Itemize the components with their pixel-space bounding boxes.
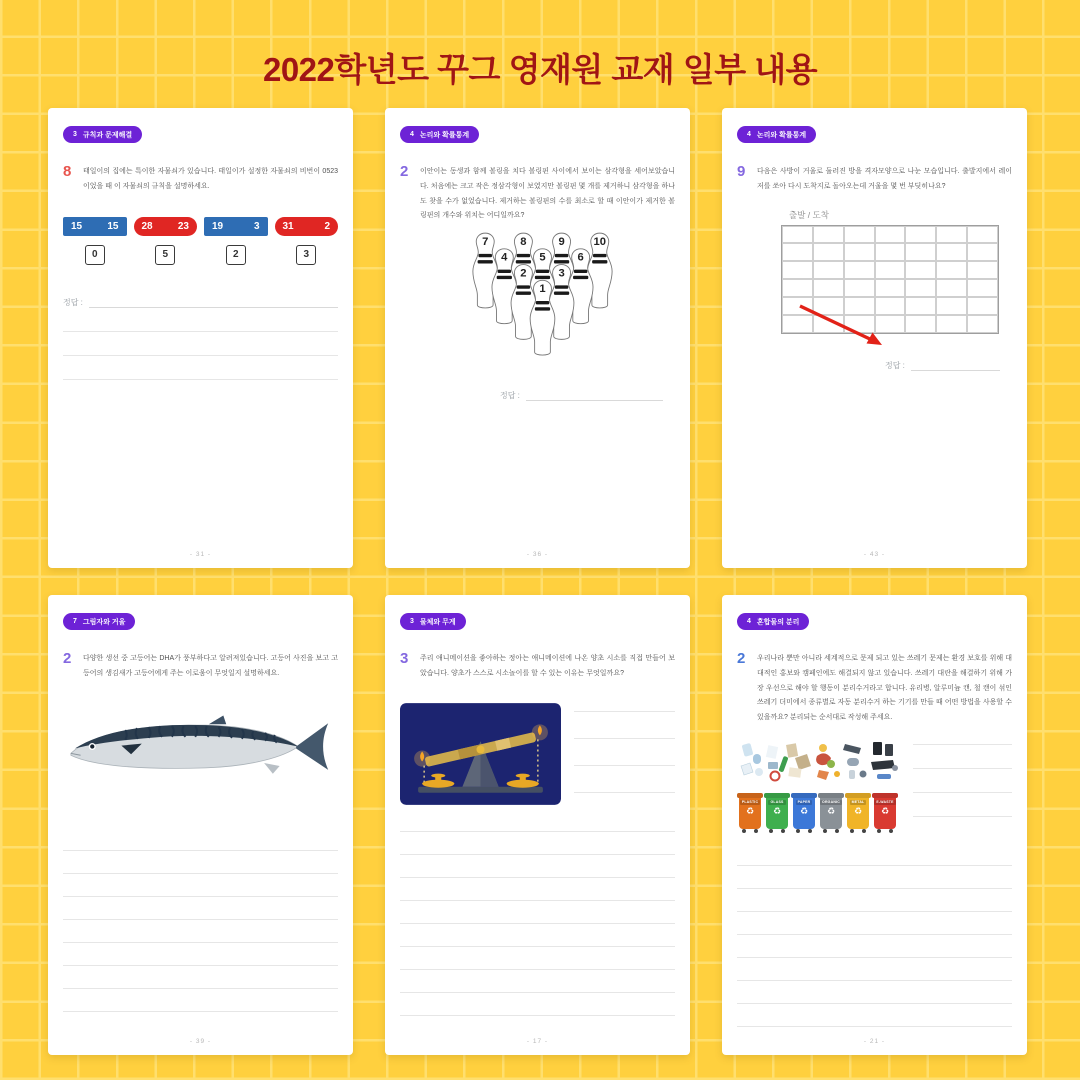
writing-line — [400, 855, 675, 878]
workbook-pages-grid — [48, 108, 1027, 1055]
question-text: 태일이의 집에는 특이한 자물쇠가 있습니다. 태일이가 설정한 자물쇠의 비번이 0523 이었을 때 이 자물쇠의 규칙을 설명하세요. — [83, 168, 338, 190]
writing-line — [63, 332, 338, 356]
chapter-number: 3 — [73, 131, 77, 138]
answer-line — [911, 360, 1000, 371]
lock-left-value: 28 — [141, 220, 153, 232]
lock-digit-row — [63, 245, 338, 265]
lock-right-value: 2 — [324, 220, 330, 232]
writing-line — [574, 703, 675, 712]
pin-number: 8 — [519, 236, 527, 249]
writing-line — [737, 866, 1012, 889]
pin-number: 6 — [577, 251, 584, 264]
digit-box: 3 — [296, 245, 316, 265]
digit-box: 5 — [155, 245, 175, 265]
question-text: 주리 애니메이션을 좋아하는 정아는 애니메이션에 나온 양초 시소를 직접 만들어 보았습니다. 양초가 스스로 시소놀이를 할 수 있는 이유는 무엇일까요? — [420, 655, 675, 677]
pin-number: 7 — [481, 236, 488, 249]
writing-line — [574, 766, 675, 793]
digit-box: 2 — [226, 245, 246, 265]
mackerel-fish-image — [65, 698, 337, 798]
question-number: 2 — [63, 650, 72, 667]
chapter-badge — [400, 613, 466, 630]
page-number: - 21 - — [863, 1038, 886, 1045]
writing-line — [63, 943, 338, 966]
chapter-badge — [400, 126, 479, 143]
recycling-bins-image — [737, 738, 900, 829]
writing-line — [400, 809, 675, 832]
writing-line — [737, 843, 1012, 866]
workbook-page-mackerel — [48, 595, 353, 1055]
question-number: 9 — [737, 163, 746, 180]
lock-left-value: 15 — [71, 220, 83, 232]
workbook-page-recycling — [722, 595, 1027, 1055]
writing-line — [913, 738, 1012, 745]
lock-code-row — [63, 217, 338, 236]
writing-line — [913, 769, 1012, 793]
candle-seesaw-image — [400, 703, 561, 805]
chapter-badge — [63, 126, 142, 143]
writing-line — [400, 924, 675, 947]
answer-line — [526, 390, 663, 401]
digit-box: 0 — [85, 245, 105, 265]
start-finish-label: 출발 / 도착 — [789, 209, 829, 220]
writing-line — [400, 947, 675, 970]
writing-line — [737, 889, 1012, 912]
page-number: - 43 - — [863, 551, 886, 558]
writing-line — [574, 739, 675, 766]
chapter-label: 논리와 확률통계 — [756, 131, 807, 139]
laser-arrow-icon — [792, 301, 892, 353]
chapter-number: 4 — [747, 618, 751, 625]
chapter-label: 규칙과 문제해결 — [82, 131, 133, 139]
chapter-number: 4 — [747, 131, 751, 138]
chapter-badge — [737, 126, 816, 143]
poster-title: 2022학년도 꾸그 영재원 교재 일부 내용 — [262, 51, 818, 88]
lock-box-blue — [63, 217, 127, 236]
writing-line — [913, 793, 1012, 817]
pin-number: 3 — [557, 267, 565, 280]
writing-line — [63, 920, 338, 943]
writing-line — [400, 878, 675, 901]
answer-label: 정답 : — [63, 297, 83, 307]
lock-box-blue — [204, 217, 268, 236]
recycle-bin: PAPER ♻ — [793, 795, 815, 829]
writing-line — [63, 897, 338, 920]
question-text: 다음은 사방이 거울로 둘러진 방을 격자모양으로 나눈 모습입니다. 출발지에서 레이저를 쏘아 다시 도착지로 돌아오는데 거울을 몇 번 부딪히나요? — [757, 168, 1012, 190]
answer-label: 정답 : — [885, 360, 905, 370]
writing-line — [574, 712, 675, 739]
answer-label: 정답 : — [500, 391, 520, 401]
chapter-badge — [63, 613, 135, 630]
writing-line — [63, 874, 338, 897]
bins-row — [737, 795, 900, 829]
writing-line — [63, 989, 338, 1012]
question-text: 다양한 생선 중 고등어는 DHA가 풍부하다고 알려져있습니다. 고등어 사진을 보고 고등어의 생김새가 고등어에게 주는 이로움이 무엇일지 설명하세요. — [83, 655, 338, 677]
chapter-label: 혼합물의 분리 — [756, 618, 800, 626]
recycle-bin: E-WASTE ♻ — [874, 795, 896, 829]
pin-number: 9 — [557, 236, 565, 249]
writing-line — [913, 745, 1012, 769]
question-number: 3 — [400, 650, 409, 667]
writing-line — [737, 958, 1012, 981]
page-number: - 31 - — [189, 551, 212, 558]
chapter-label: 그림자와 거울 — [82, 618, 126, 626]
writing-line — [63, 828, 338, 851]
writing-line — [400, 901, 675, 924]
pin-number: 4 — [500, 251, 507, 264]
writing-line — [63, 851, 338, 874]
writing-line — [737, 1004, 1012, 1027]
writing-line — [400, 993, 675, 1016]
writing-line — [737, 981, 1012, 1004]
workbook-page-seesaw — [385, 595, 690, 1055]
page-number: - 36 - — [526, 551, 549, 558]
answer-line — [89, 297, 338, 308]
question-text: 우리나라 뿐만 아니라 세계적으로 문제 되고 있는 쓰레기 문제는 환경 보호를 위해 대대적인 홍보와 캠페인에도 해결되지 않고 있습니다. 쓰레기 대란을 해결하기 위해 가장 우선으로 해야 할 행동이 분리수거라고 합니다. 유리병, 알루미늄 캔, 철 캔이 섞인 쓰레기 더미에서 종류별로 자동 분리수거 하는 기기를 만들 때 어떤 방법을 사용할 수 있을까요? 분리되는 순서대로 작성해 주세요. — [757, 655, 1012, 722]
workbook-page-rules — [48, 108, 353, 568]
chapter-number: 4 — [410, 131, 414, 138]
question-text: 이안이는 동생과 함께 볼링을 치다 볼링핀 사이에서 보이는 삼각형을 세어보았습니다. 처음에는 크고 작은 정삼각형이 보였지만 볼링핀 몇 개를 제거하니 삼각형을 하나도 찾을 수가 없었습니다. 제거하는 볼링핀의 수를 최소로 할 때 이안이가 제거한 볼링핀의 개수와 위치는 어디일까요? — [420, 168, 675, 220]
pin-number: 5 — [538, 251, 546, 264]
question-number: 2 — [737, 650, 746, 667]
writing-line — [400, 970, 675, 993]
question-number: 2 — [400, 163, 409, 180]
workbook-page-mirror — [722, 108, 1027, 568]
chapter-badge — [737, 613, 809, 630]
lock-left-value: 31 — [282, 220, 294, 232]
lock-right-value: 3 — [253, 220, 260, 232]
lock-right-value: 23 — [177, 220, 189, 232]
recycle-bin: PLASTIC ♻ — [739, 795, 761, 829]
writing-line — [63, 356, 338, 380]
page-number: - 17 - — [526, 1038, 549, 1045]
writing-line — [400, 832, 675, 855]
recycle-bin: ORGANIC ♻ — [820, 795, 842, 829]
chapter-number: 7 — [73, 618, 77, 625]
writing-line — [737, 912, 1012, 935]
chapter-label: 논리와 확률통계 — [419, 131, 470, 139]
writing-line — [737, 935, 1012, 958]
pin-number: 1 — [538, 283, 546, 296]
pin-number: 10 — [593, 236, 606, 249]
trash-clusters-image — [737, 738, 900, 788]
writing-line — [63, 308, 338, 332]
page-number: - 39 - — [189, 1038, 212, 1045]
lock-right-value: 15 — [107, 220, 119, 232]
recycle-bin: GLASS ♻ — [766, 795, 788, 829]
lock-box-red — [134, 217, 198, 236]
writing-line — [63, 966, 338, 989]
lock-left-value: 19 — [212, 220, 224, 232]
pin-number: 2 — [519, 267, 527, 280]
workbook-page-bowling — [385, 108, 690, 568]
question-number: 8 — [63, 163, 72, 180]
bowling-pins-image — [462, 232, 614, 360]
lock-box-red — [275, 217, 339, 236]
recycle-bin: METAL ♻ — [847, 795, 869, 829]
chapter-number: 3 — [410, 618, 414, 625]
chapter-label: 물체와 무게 — [419, 618, 456, 626]
